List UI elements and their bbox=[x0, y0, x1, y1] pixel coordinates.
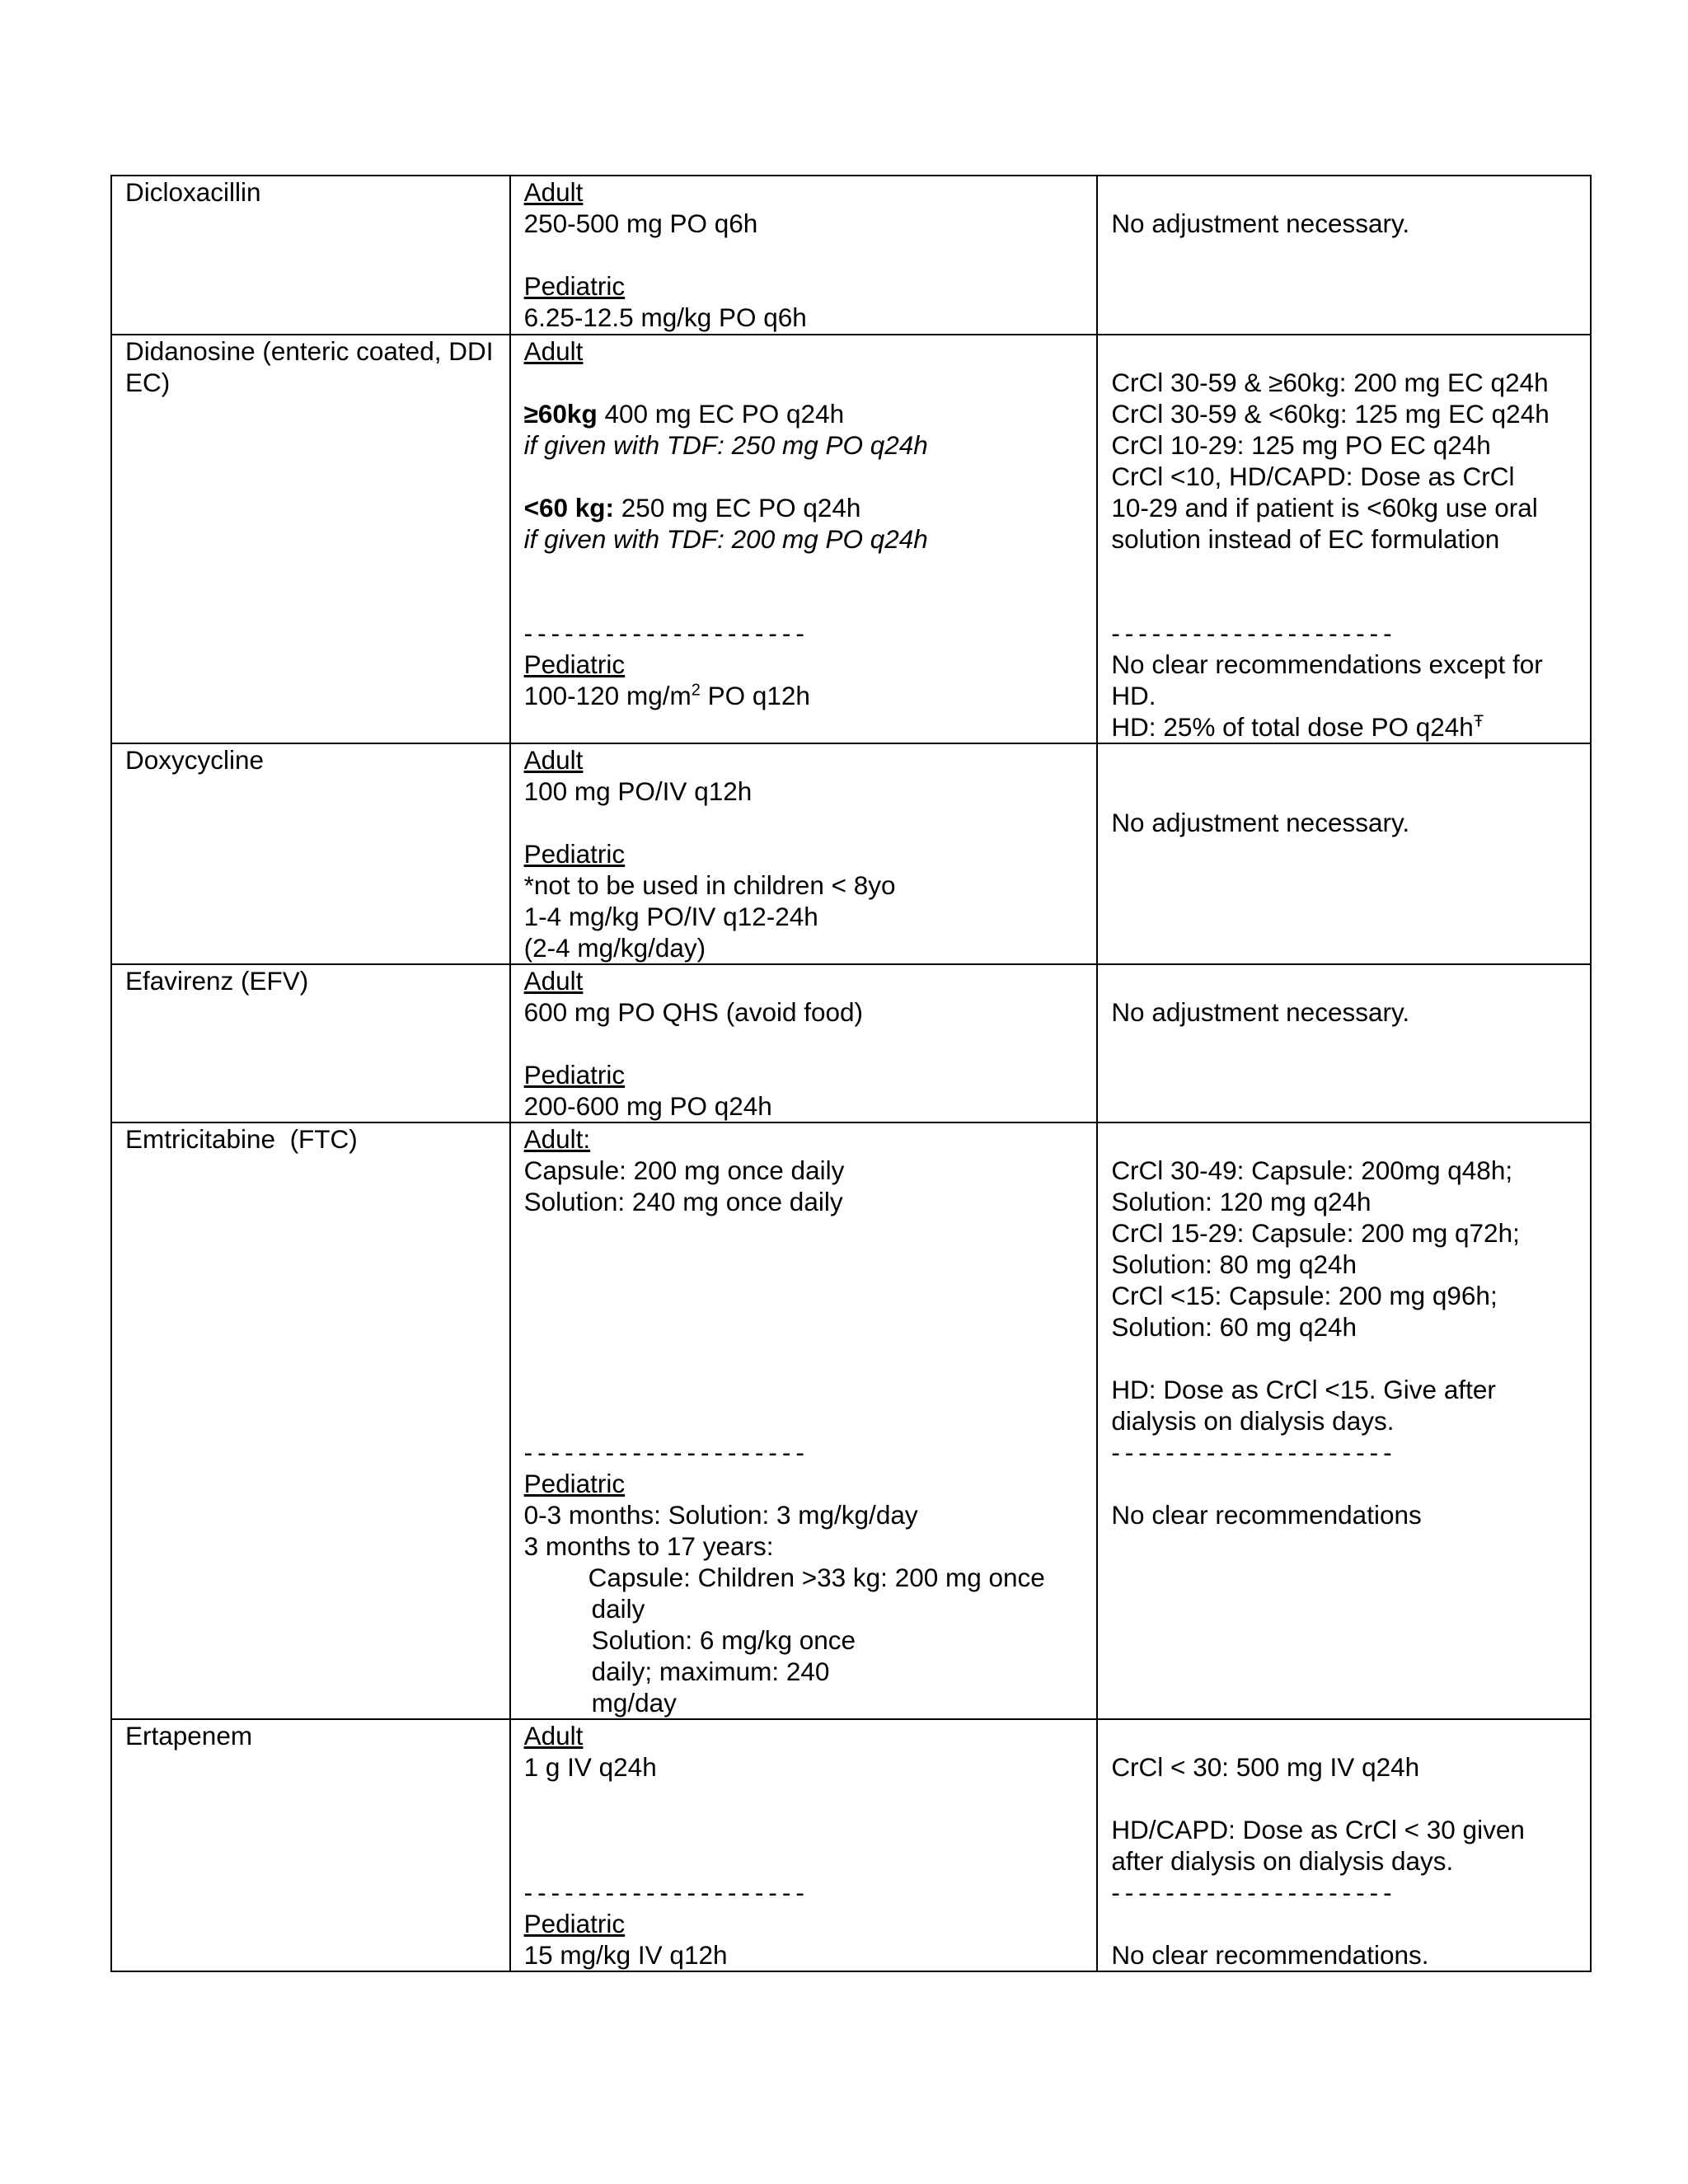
renal-pediatric: No clear recommendations except for bbox=[1111, 649, 1543, 679]
adult-dose: Solution: 240 mg once daily bbox=[523, 1187, 843, 1216]
drug-name-cell bbox=[111, 335, 510, 743]
pediatric-label: Pediatric bbox=[523, 1909, 626, 1938]
pediatric-dose: 1-4 mg/kg PO/IV q12-24h bbox=[523, 902, 818, 931]
adult-dose-under60kg: <60 kg: 250 mg EC PO q24h bbox=[523, 493, 861, 523]
pediatric-dose: 6.25-12.5 mg/kg PO q6h bbox=[523, 302, 807, 332]
renal-cell bbox=[1097, 335, 1591, 743]
renal-line: Solution: 60 mg q24h bbox=[1111, 1312, 1357, 1342]
renal-line: Solution: 120 mg q24h bbox=[1111, 1187, 1372, 1216]
drug-name-cell bbox=[111, 743, 510, 964]
adult-dose-60kg-tdf: if given with TDF: 250 mg PO q24h bbox=[523, 430, 928, 460]
adult-dose: 100 mg PO/IV q12h bbox=[523, 776, 753, 806]
pediatric-dose: *not to be used in children < 8yo bbox=[523, 870, 896, 900]
renal-line: CrCl < 30: 500 mg IV q24h bbox=[1111, 1752, 1420, 1782]
adult-label: Adult bbox=[523, 745, 584, 775]
renal-cell bbox=[1097, 1122, 1591, 1719]
renal-line: CrCl <15: Capsule: 200 mg q96h; bbox=[1111, 1281, 1498, 1310]
adult-dose: 250-500 mg PO q6h bbox=[523, 209, 758, 238]
adult-dose-under60kg-tdf: if given with TDF: 200 mg PO q24h bbox=[523, 524, 928, 554]
table-row bbox=[111, 176, 1591, 335]
table-row bbox=[111, 964, 1591, 1122]
adult-dose-60kg: ≥60kg 400 mg EC PO q24h bbox=[523, 399, 845, 429]
drug-name: Ertapenem bbox=[125, 1721, 253, 1750]
renal-line: Solution: 80 mg q24h bbox=[1111, 1249, 1357, 1279]
renal-adjustment: No adjustment necessary. bbox=[1111, 209, 1410, 238]
pediatric-solution: mg/day bbox=[591, 1688, 677, 1718]
renal-line: CrCl 30-59 & ≥60kg: 200 mg EC q24h bbox=[1111, 368, 1549, 397]
drug-name: Doxycycline bbox=[125, 745, 265, 775]
adult-dose: 600 mg PO QHS (avoid food) bbox=[523, 997, 864, 1027]
adult-label: Adult: bbox=[523, 1124, 591, 1154]
renal-adjustment: No adjustment necessary. bbox=[1111, 997, 1410, 1027]
drug-name: Didanosine (enteric coated, DDI EC) bbox=[125, 336, 494, 397]
adult-label: Adult bbox=[523, 1721, 584, 1750]
pediatric-label: Pediatric bbox=[523, 1060, 626, 1090]
pediatric-capsule: daily bbox=[591, 1594, 645, 1624]
pediatric-dose: 3 months to 17 years: bbox=[523, 1531, 774, 1561]
pediatric-capsule: Capsule: Children >33 kg: 200 mg once bbox=[588, 1563, 1045, 1592]
renal-hd: HD: Dose as CrCl <15. Give after bbox=[1111, 1375, 1496, 1404]
renal-line: CrCl 30-59 & <60kg: 125 mg EC q24h bbox=[1111, 399, 1550, 429]
adult-label: Adult bbox=[523, 177, 584, 207]
adult-label: Adult bbox=[523, 336, 584, 366]
table-row bbox=[111, 1719, 1591, 1971]
pediatric-dose: 100-120 $mg/m^2$ PO q12h bbox=[523, 681, 810, 710]
drug-name: Emtricitabine (FTC) bbox=[125, 1124, 358, 1154]
renal-hd: dialysis on dialysis days. bbox=[1111, 1406, 1395, 1436]
renal-line: CrCl 30-49: Capsule: 200mg q48h; bbox=[1111, 1155, 1513, 1185]
separator: --------------------- bbox=[1111, 1437, 1397, 1467]
drug-name-cell bbox=[111, 176, 510, 335]
dose-cell bbox=[510, 1719, 1098, 1971]
drug-name: Dicloxacillin bbox=[125, 177, 261, 207]
pediatric-label: Pediatric bbox=[523, 649, 626, 679]
pediatric-solution: Solution: 6 mg/kg once bbox=[591, 1625, 856, 1655]
pediatric-dose: 15 mg/kg IV q12h bbox=[523, 1940, 728, 1970]
separator: --------------------- bbox=[523, 618, 809, 648]
renal-adjustment: No adjustment necessary. bbox=[1111, 808, 1410, 837]
renal-pediatric: HD. bbox=[1111, 681, 1156, 710]
renal-cell bbox=[1097, 743, 1591, 964]
separator: --------------------- bbox=[1111, 618, 1397, 648]
table-row bbox=[111, 743, 1591, 964]
pediatric-dose: 200-600 mg PO q24h bbox=[523, 1091, 772, 1121]
pediatric-label: Pediatric bbox=[523, 271, 626, 301]
pediatric-label: Pediatric bbox=[523, 1469, 626, 1498]
renal-cell bbox=[1097, 1719, 1591, 1971]
dose-cell bbox=[510, 1122, 1098, 1719]
renal-line: solution instead of EC formulation bbox=[1111, 524, 1500, 554]
renal-pediatric-hd: HD: 25% of total dose PO $q24h^Ŧ$ bbox=[1111, 712, 1484, 742]
renal-pediatric: No clear recommendations. bbox=[1111, 1940, 1429, 1970]
renal-hd: after dialysis on dialysis days. bbox=[1111, 1846, 1454, 1876]
pediatric-solution: daily; maximum: 240 bbox=[591, 1657, 830, 1686]
pediatric-dose: (2-4 mg/kg/day) bbox=[523, 933, 706, 963]
renal-line: 10-29 and if patient is <60kg use oral bbox=[1111, 493, 1538, 523]
drug-name-cell bbox=[111, 1122, 510, 1719]
dosing-table bbox=[110, 175, 1592, 1972]
separator: --------------------- bbox=[523, 1877, 809, 1907]
renal-hd: HD/CAPD: Dose as CrCl < 30 given bbox=[1111, 1815, 1525, 1844]
dose-cell bbox=[510, 964, 1098, 1122]
renal-line: CrCl 15-29: Capsule: 200 mg q72h; bbox=[1111, 1218, 1520, 1248]
renal-cell bbox=[1097, 964, 1591, 1122]
pediatric-dose: 0-3 months: Solution: 3 mg/kg/day bbox=[523, 1500, 918, 1530]
dose-cell bbox=[510, 176, 1098, 335]
table-row bbox=[111, 1122, 1591, 1719]
dose-cell bbox=[510, 335, 1098, 743]
renal-line: CrCl <10, HD/CAPD: Dose as CrCl bbox=[1111, 462, 1515, 491]
drug-name-cell bbox=[111, 1719, 510, 1971]
dose-cell bbox=[510, 743, 1098, 964]
pediatric-label: Pediatric bbox=[523, 839, 626, 869]
separator: --------------------- bbox=[1111, 1877, 1397, 1907]
adult-label: Adult bbox=[523, 966, 584, 996]
separator: --------------------- bbox=[523, 1437, 809, 1467]
adult-dose: Capsule: 200 mg once daily bbox=[523, 1155, 845, 1185]
drug-name-cell bbox=[111, 964, 510, 1122]
renal-cell bbox=[1097, 176, 1591, 335]
renal-line: CrCl 10-29: 125 mg PO EC q24h bbox=[1111, 430, 1491, 460]
renal-pediatric: No clear recommendations bbox=[1111, 1500, 1422, 1530]
adult-dose: 1 g IV q24h bbox=[523, 1752, 657, 1782]
table-row bbox=[111, 335, 1591, 743]
drug-name: Efavirenz (EFV) bbox=[125, 966, 309, 996]
